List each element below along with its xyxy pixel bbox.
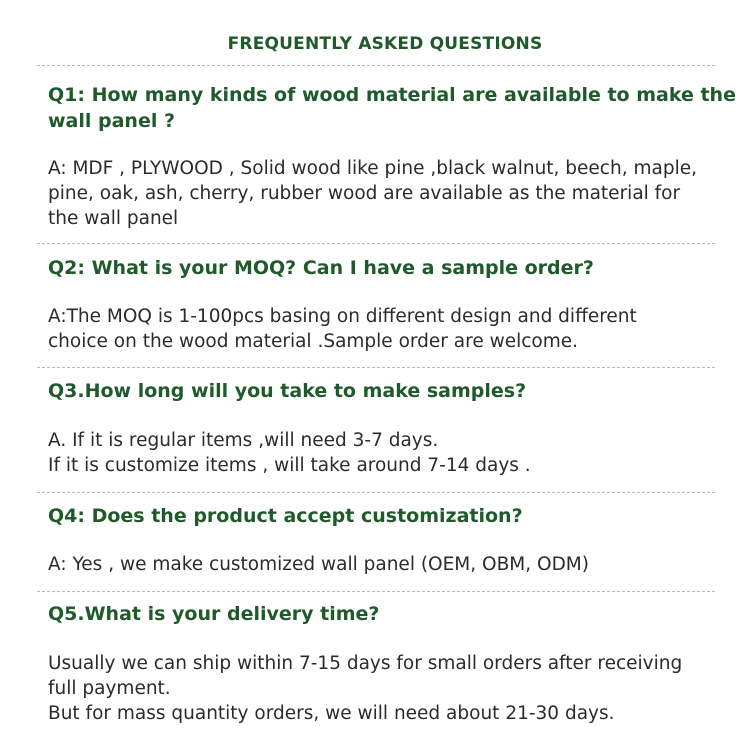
faq-question-1: Q1: How many kinds of wood material are available to make the wall panel ? xyxy=(48,84,736,132)
divider xyxy=(37,243,715,244)
divider xyxy=(37,367,715,368)
divider xyxy=(37,65,715,66)
divider xyxy=(37,492,715,493)
faq-answer-4: A: Yes , we make customized wall panel (OEM, OBM, ODM) xyxy=(48,554,589,575)
faq-question-4: Q4: Does the product accept customization? xyxy=(48,505,523,527)
faq-question-2: Q2: What is your MOQ? Can I have a sample order? xyxy=(48,257,594,279)
faq-answer-5: Usually we can ship within 7-15 days for small orders after receiving full payment. But for mass quantity orders, we will need about 21-30 days. xyxy=(48,653,683,724)
faq-answer-1: A: MDF , PLYWOOD , Solid wood like pine ,black walnut, beech, maple, pine, oak, ash, cherry, rubber wood are available as the material for the wall panel xyxy=(48,158,697,229)
page-title: FREQUENTLY ASKED QUESTIONS xyxy=(227,34,543,54)
faq-question-3: Q3.How long will you take to make samples? xyxy=(48,380,527,402)
faq-question-5: Q5.What is your delivery time? xyxy=(48,603,380,625)
faq-answer-3: A. If it is regular items ,will need 3-7 days. If it is customize items , will take around 7-14 days . xyxy=(48,430,531,476)
divider xyxy=(37,591,715,592)
faq-answer-2: A:The MOQ is 1-100pcs basing on different design and different choice on the wood material .Sample order are welcome. xyxy=(48,306,637,352)
